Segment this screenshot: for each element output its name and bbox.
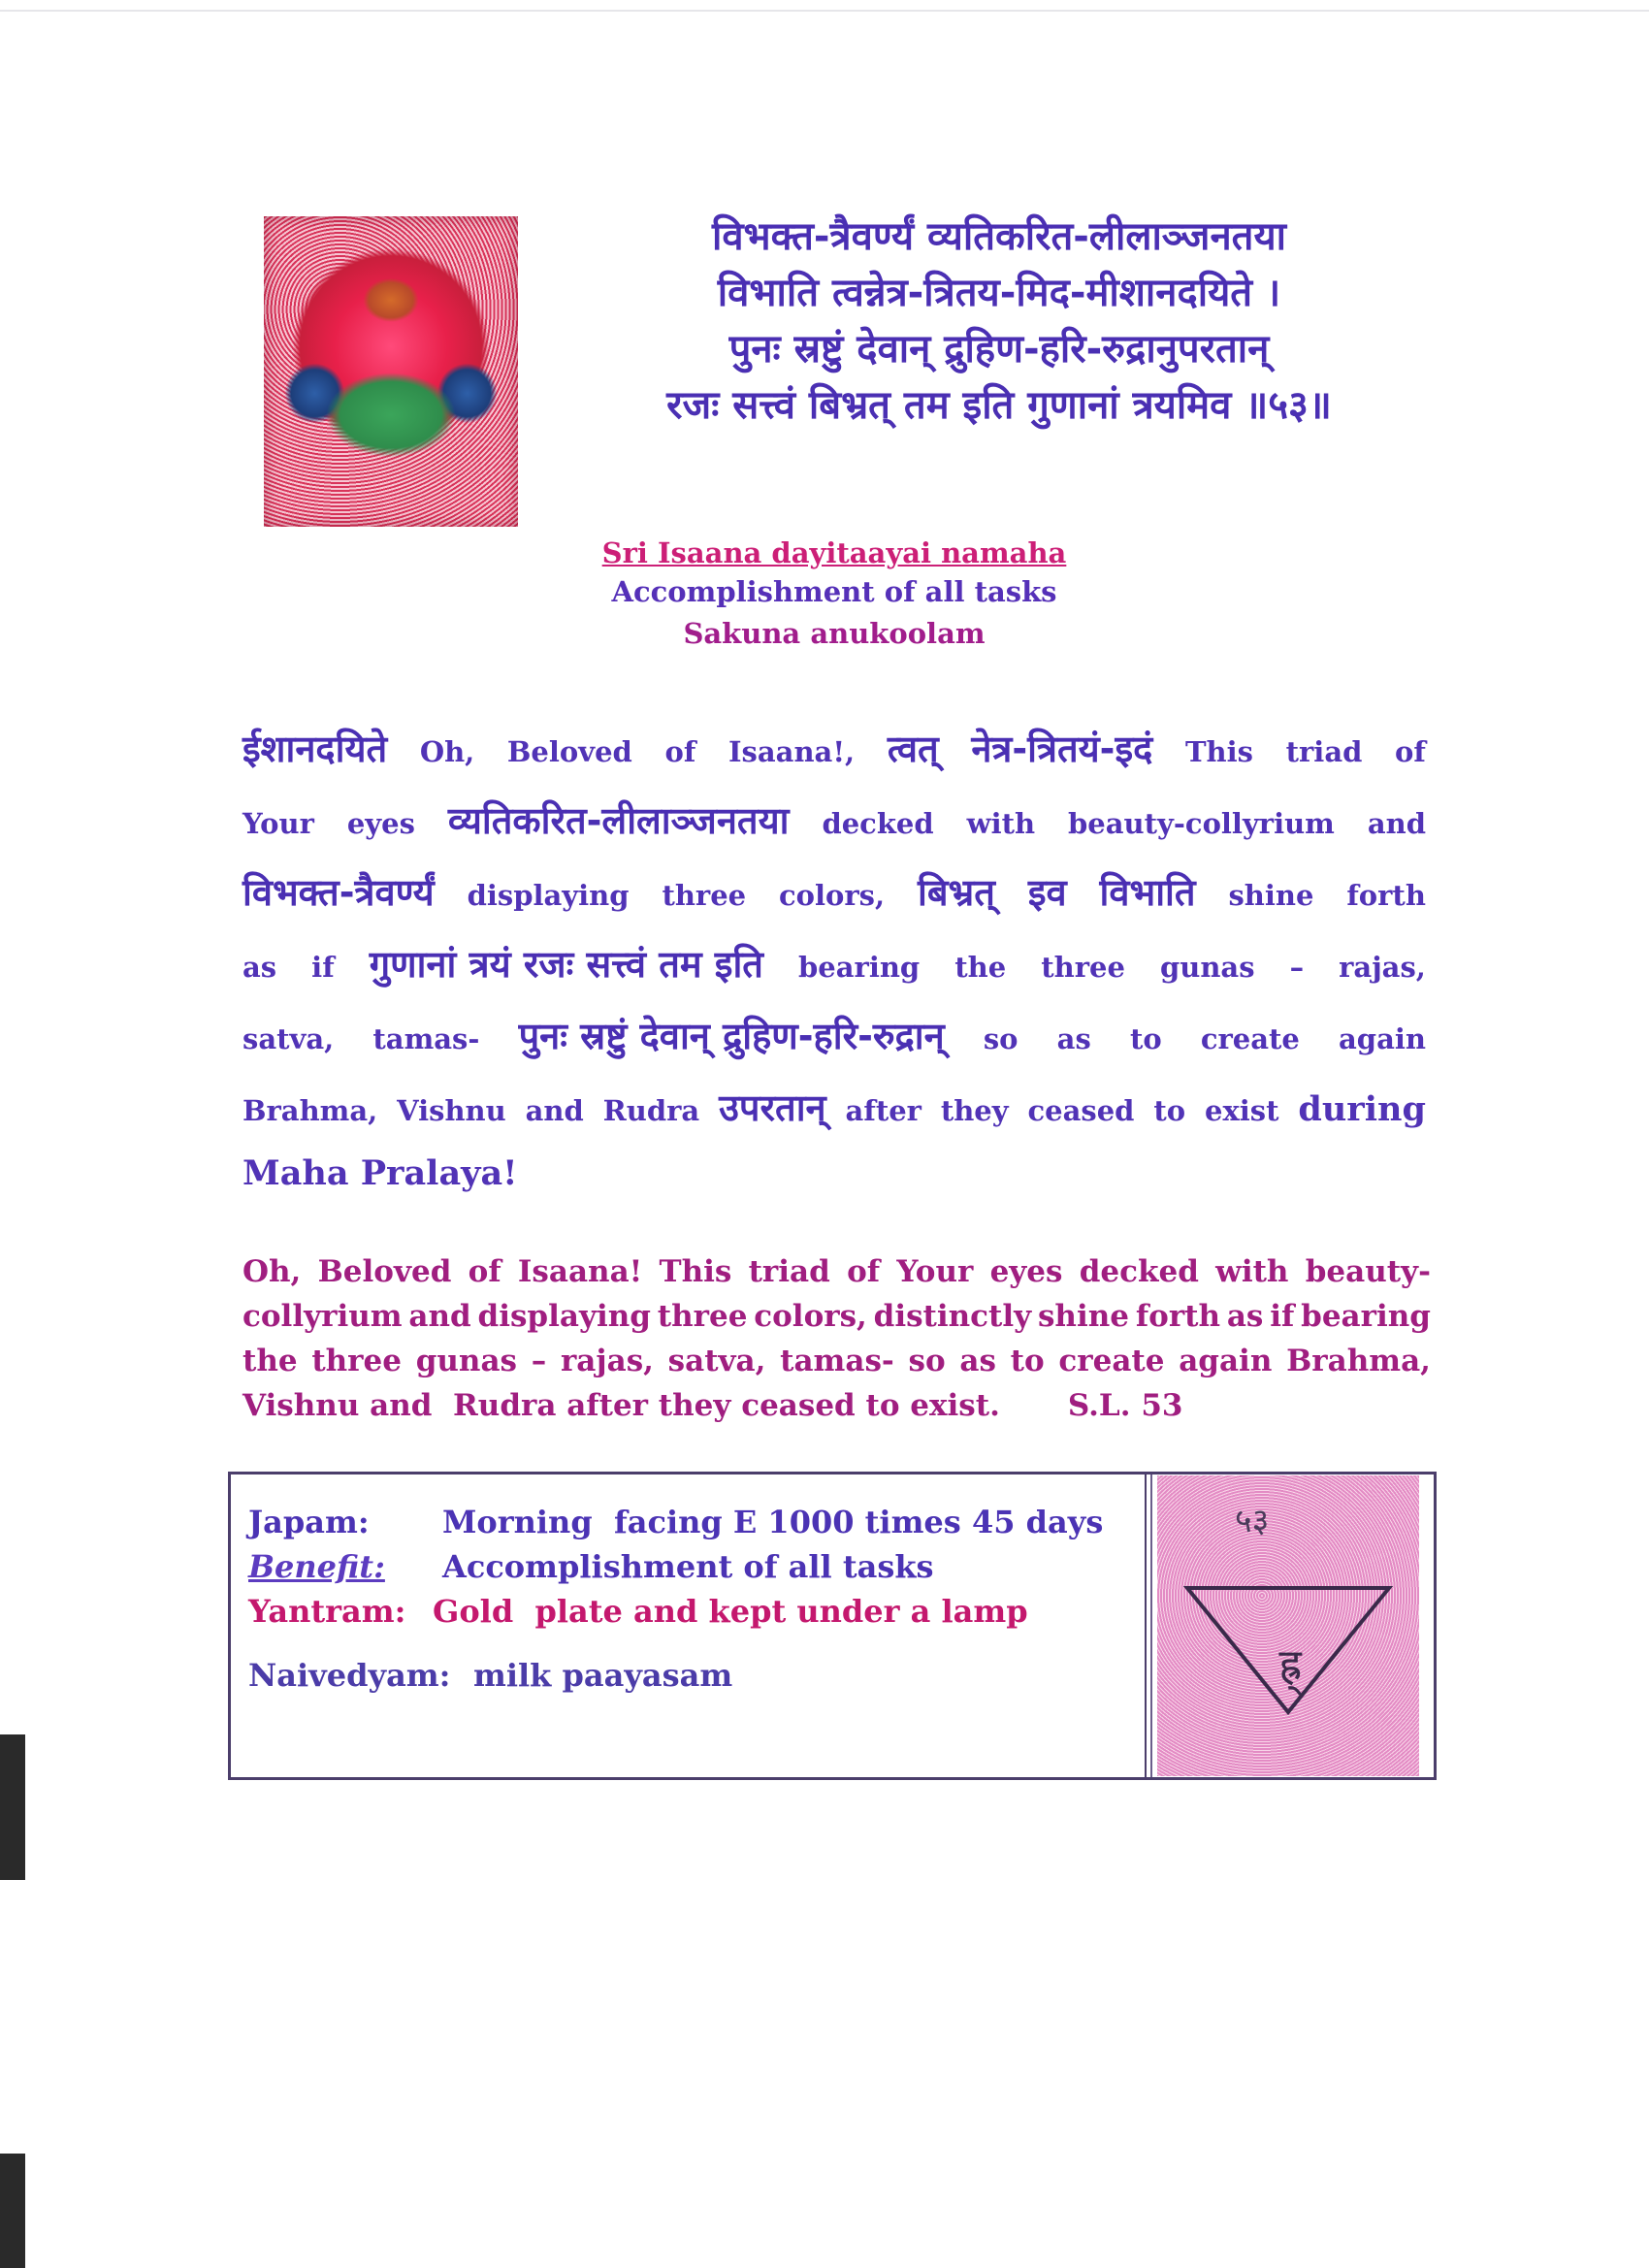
summary-word: triad bbox=[748, 1254, 830, 1289]
summary-word: create bbox=[1058, 1344, 1165, 1378]
summary-word: collyrium bbox=[242, 1299, 403, 1334]
summary-word: three bbox=[311, 1344, 402, 1378]
meaning-line-2 bbox=[242, 794, 1426, 866]
meaning-word: create bbox=[1200, 1022, 1300, 1055]
verse-line-4: रजः सत्त्वं बिभ्रत् तम इति गुणानां त्रयमिव ॥५३॥ bbox=[666, 383, 1332, 428]
meaning-word: व्यतिकरित-लीलाञ्जनतया bbox=[447, 799, 790, 842]
scan-edge bbox=[0, 10, 1649, 12]
meaning-word: Rudra bbox=[602, 1094, 700, 1127]
meaning-word: as bbox=[242, 951, 277, 984]
meaning-word: Beloved bbox=[506, 735, 632, 768]
meaning-word: – bbox=[1289, 951, 1305, 984]
yantra-number: ५३ bbox=[1235, 1502, 1270, 1540]
meaning-word: Brahma, bbox=[242, 1094, 378, 1127]
sakuna-title: Sakuna anukoolam bbox=[683, 617, 986, 650]
meaning-word: उपरतान् bbox=[719, 1086, 826, 1129]
english-summary bbox=[242, 1254, 1431, 1433]
summary-line-2 bbox=[242, 1299, 1431, 1344]
word-meaning bbox=[242, 723, 1426, 1225]
scan-mark-bottom bbox=[0, 2154, 25, 2268]
box-divider bbox=[1145, 1474, 1147, 1777]
verse-line-3: पुनः स्रष्टुं देवान् द्रुहिण-हरि-रुद्रानुपरतान् bbox=[728, 327, 1270, 372]
summary-word: so bbox=[908, 1344, 946, 1378]
deity-image bbox=[264, 216, 518, 527]
meaning-word: they bbox=[940, 1094, 1009, 1127]
meaning-word: during bbox=[1298, 1089, 1426, 1129]
meaning-word: to bbox=[1153, 1094, 1186, 1127]
meaning-word: rajas, bbox=[1339, 951, 1426, 984]
verse-line-1: विभक्त-त्रैवर्ण्यं व्यतिकरित-लीलाञ्जनतया bbox=[711, 214, 1287, 259]
summary-word: Beloved bbox=[317, 1254, 452, 1289]
yantram-value: Gold plate and kept under a lamp bbox=[433, 1593, 1028, 1630]
meaning-word: of bbox=[664, 735, 696, 768]
summary-word: and bbox=[408, 1299, 471, 1334]
meaning-word: decked bbox=[822, 807, 934, 840]
yantram-label: Yantram: bbox=[248, 1593, 406, 1630]
meaning-word: triad bbox=[1285, 735, 1363, 768]
summary-word: This bbox=[659, 1254, 732, 1289]
meaning-word: Maha Pralaya! bbox=[242, 1153, 518, 1193]
summary-word: of bbox=[847, 1254, 881, 1289]
summary-word: Brahma, bbox=[1286, 1344, 1431, 1378]
meaning-word: त्वत् bbox=[887, 728, 939, 770]
meaning-word: पुनः स्रष्टुं देवान् द्रुहिण-हरि-रुद्रान् bbox=[518, 1015, 945, 1057]
summary-word: Oh, bbox=[242, 1254, 302, 1289]
summary-line-4 bbox=[242, 1388, 1431, 1433]
meaning-word: eyes bbox=[346, 807, 415, 840]
benefit-row bbox=[248, 1548, 1121, 1593]
verse-reference: S.L. 53 bbox=[1067, 1388, 1183, 1423]
meaning-word: beauty-collyrium bbox=[1068, 807, 1335, 840]
meaning-word: विभक्त-त्रैवर्ण्यं bbox=[242, 871, 435, 914]
meaning-word: ईशानदयिते bbox=[242, 728, 388, 770]
namavali-title: Sri Isaana dayitaayai namaha bbox=[601, 536, 1067, 569]
naivedyam-label: Naivedyam: bbox=[248, 1657, 451, 1694]
summary-word: three bbox=[657, 1299, 748, 1334]
meaning-line-6 bbox=[242, 1082, 1426, 1153]
summary-word: Your bbox=[896, 1254, 974, 1289]
summary-word: displaying bbox=[477, 1299, 651, 1334]
meaning-word: विभाति bbox=[1099, 871, 1196, 914]
japam-value: Morning facing E 1000 times 45 days bbox=[442, 1504, 1104, 1540]
summary-word: beauty- bbox=[1305, 1254, 1431, 1289]
summary-line-1 bbox=[242, 1254, 1431, 1299]
meaning-word: and bbox=[525, 1094, 584, 1127]
summary-word: rajas, bbox=[560, 1344, 654, 1378]
summary-word: colors, bbox=[754, 1299, 867, 1334]
summary-word: distinctly bbox=[873, 1299, 1032, 1334]
sanskrit-verse bbox=[582, 209, 1416, 434]
summary-word: Isaana! bbox=[517, 1254, 643, 1289]
naivedyam-row bbox=[248, 1657, 1121, 1701]
meaning-word: with bbox=[966, 807, 1036, 840]
summary-word: as bbox=[1226, 1299, 1264, 1334]
meaning-word: as bbox=[1056, 1022, 1091, 1055]
meaning-line-7 bbox=[242, 1153, 1426, 1225]
meaning-word: bearing bbox=[798, 951, 921, 984]
japam-row bbox=[248, 1504, 1121, 1548]
meaning-word: so bbox=[983, 1022, 1018, 1055]
meaning-word: satva, bbox=[242, 1022, 335, 1055]
meaning-word: gunas bbox=[1159, 951, 1255, 984]
summary-word: tamas- bbox=[780, 1344, 894, 1378]
meaning-word: Your bbox=[242, 807, 314, 840]
benefit-value: Accomplishment of all tasks bbox=[442, 1548, 934, 1585]
box-divider bbox=[1150, 1474, 1152, 1777]
meaning-word: and bbox=[1367, 807, 1426, 840]
summary-word: if bbox=[1270, 1299, 1295, 1334]
meaning-word: shine bbox=[1228, 879, 1314, 912]
yantra-image bbox=[1157, 1475, 1419, 1776]
summary-word: – bbox=[531, 1344, 547, 1378]
meaning-word: ceased bbox=[1027, 1094, 1135, 1127]
meaning-word: Vishnu bbox=[397, 1094, 506, 1127]
summary-word: the bbox=[242, 1344, 298, 1378]
ritual-details bbox=[248, 1504, 1121, 1701]
title-block bbox=[543, 535, 1125, 654]
meaning-word: exist bbox=[1205, 1094, 1279, 1127]
japam-label: Japam: bbox=[248, 1504, 370, 1540]
meaning-line-5 bbox=[242, 1010, 1426, 1082]
verse-line-2: विभाति त्वन्नेत्र-त्रितय-मिद-मीशानदयिते । bbox=[717, 271, 1281, 315]
meaning-line-1 bbox=[242, 723, 1426, 794]
meaning-word: the bbox=[954, 951, 1007, 984]
summary-word: shine bbox=[1037, 1299, 1130, 1334]
meaning-word: Oh, bbox=[419, 735, 475, 768]
meaning-word: बिभ्रत् bbox=[917, 871, 995, 914]
naivedyam-value: milk paayasam bbox=[473, 1657, 733, 1694]
meaning-line-3 bbox=[242, 866, 1426, 938]
meaning-word: forth bbox=[1346, 879, 1426, 912]
meaning-word: colors, bbox=[779, 879, 886, 912]
meaning-word: three bbox=[1041, 951, 1125, 984]
summary-word: satva, bbox=[667, 1344, 766, 1378]
ritual-details-box bbox=[228, 1472, 1437, 1780]
summary-line-3 bbox=[242, 1344, 1431, 1388]
scan-mark-middle bbox=[0, 1734, 25, 1880]
meaning-word: if bbox=[311, 951, 335, 984]
summary-word: as bbox=[959, 1344, 996, 1378]
meaning-word: three bbox=[662, 879, 747, 912]
meaning-line-4 bbox=[242, 938, 1426, 1010]
summary-word: gunas bbox=[415, 1344, 517, 1378]
summary-word: decked bbox=[1079, 1254, 1199, 1289]
summary-last-line: Vishnu and Rudra after they ceased to exist. bbox=[242, 1388, 1000, 1423]
yantram-row bbox=[248, 1593, 1121, 1637]
summary-word: with bbox=[1215, 1254, 1289, 1289]
meaning-word: tamas- bbox=[372, 1022, 480, 1055]
meaning-word: of bbox=[1395, 735, 1426, 768]
benefit-label: Benefit: bbox=[248, 1548, 385, 1585]
yantra-bija: ह्र् bbox=[1278, 1640, 1302, 1690]
meaning-word: again bbox=[1339, 1022, 1426, 1055]
purpose-title: Accomplishment of all tasks bbox=[611, 575, 1057, 608]
meaning-word: after bbox=[845, 1094, 922, 1127]
meaning-word: गुणानां त्रयं रजः सत्त्वं तम इति bbox=[369, 943, 763, 986]
meaning-word: to bbox=[1129, 1022, 1162, 1055]
meaning-word: displaying bbox=[467, 879, 630, 912]
summary-word: to bbox=[1010, 1344, 1045, 1378]
summary-word: forth bbox=[1135, 1299, 1221, 1334]
meaning-word: This bbox=[1184, 735, 1253, 768]
meaning-word: Isaana!, bbox=[728, 735, 856, 768]
summary-word: of bbox=[468, 1254, 501, 1289]
summary-word: again bbox=[1179, 1344, 1273, 1378]
meaning-word: नेत्र-त्रितयं-इदं bbox=[971, 728, 1153, 770]
meaning-word: इव bbox=[1027, 871, 1067, 914]
summary-word: bearing bbox=[1301, 1299, 1431, 1334]
summary-word: eyes bbox=[989, 1254, 1063, 1289]
